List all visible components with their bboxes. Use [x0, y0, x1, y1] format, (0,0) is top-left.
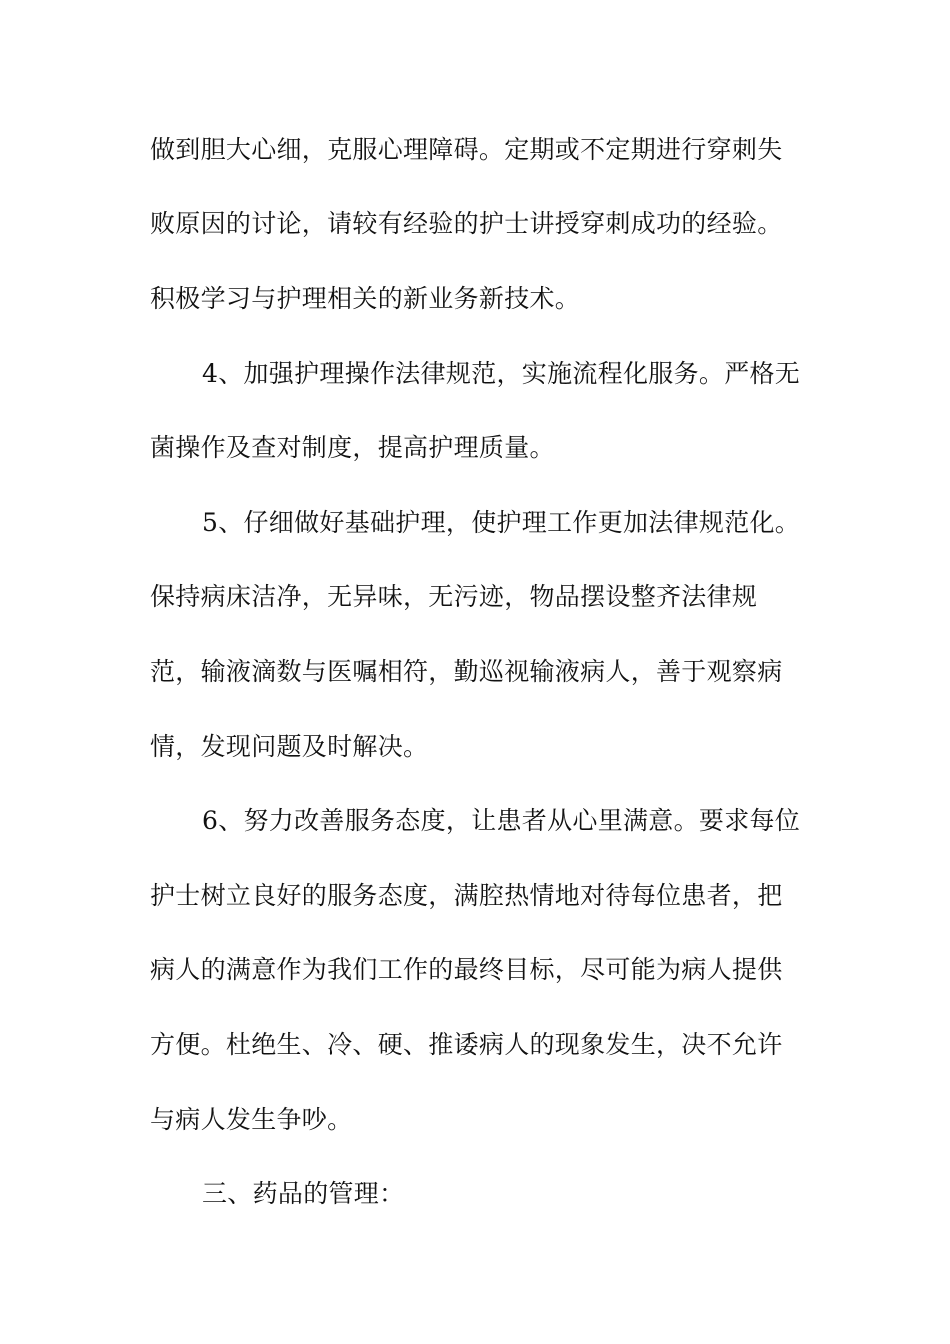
paragraph-line: 情，发现问题及时解决。 — [150, 732, 429, 761]
paragraph-line: 保持病床洁净，无异味，无污迹，物品摆设整齐法律规 — [150, 582, 758, 611]
paragraph-line: 6、努力改善服务态度，让患者从心里满意。要求每位 — [202, 806, 801, 835]
paragraph-line: 败原因的讨论，请较有经验的护士讲授穿刺成功的经验。 — [150, 209, 783, 238]
paragraph-line: 范，输液滴数与医嘱相符，勤巡视输液病人，善于观察病 — [150, 657, 783, 686]
paragraph-line: 与病人发生争吵。 — [150, 1105, 353, 1134]
section-heading: 三、药品的管理： — [202, 1179, 405, 1208]
paragraph-line: 积极学习与护理相关的新业务新技术。 — [150, 284, 581, 313]
paragraph-line: 护士树立良好的服务态度，满腔热情地对待每位患者，把 — [150, 881, 783, 910]
paragraph-line: 病人的满意作为我们工作的最终目标，尽可能为病人提供 — [150, 955, 783, 984]
paragraph-line: 方便。杜绝生、冷、硬、推诿病人的现象发生，决不允许 — [150, 1030, 783, 1059]
paragraph-line: 做到胆大心细，克服心理障碍。定期或不定期进行穿刺失 — [150, 135, 783, 164]
paragraph-line: 5、仔细做好基础护理，使护理工作更加法律规范化。 — [202, 508, 801, 537]
paragraph-line: 菌操作及查对制度，提高护理质量。 — [150, 433, 555, 462]
paragraph-line: 4、加强护理操作法律规范，实施流程化服务。严格无 — [202, 359, 801, 388]
